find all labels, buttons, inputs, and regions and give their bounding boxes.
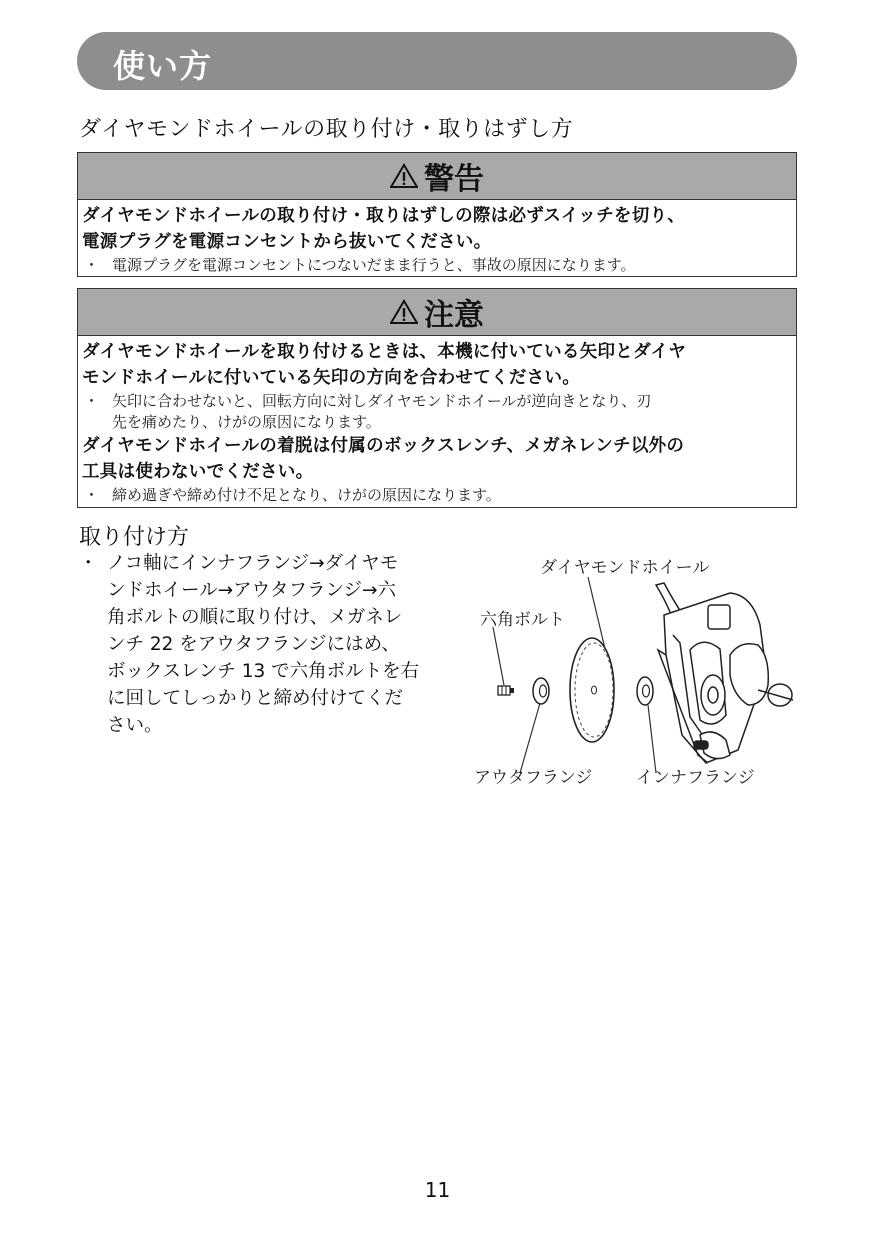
procedure-line-4: ンチ 22 をアウタフランジにはめ、 (107, 634, 400, 655)
caution-title: 注意 (424, 298, 484, 333)
inner-flange-icon (637, 677, 653, 705)
caution-main2-line-1: ダイヤモンドホイールの着脱は付属のボックスレンチ、メガネレンチ以外の (82, 436, 685, 456)
page-title: 使い方 (113, 47, 213, 85)
caution-bullet-2: ・ 締め過ぎや締め付け不足となり、けがの原因になります。 (84, 486, 501, 504)
warning-triangle-icon (390, 163, 418, 189)
caution-box (77, 288, 797, 508)
procedure-line-6: に回してしっかりと締め付けてくだ (107, 688, 404, 709)
procedure-line-7: さい。 (107, 715, 163, 736)
procedure-line-2: ンドホイール→アウタフランジ→六 (107, 580, 396, 601)
label-hex-bolt: 六角ボルト (480, 610, 565, 630)
caution-main1-line-1: ダイヤモンドホイールを取り付けるときは、本機に付いている矢印とダイヤ (82, 342, 687, 362)
page-title-banner (77, 32, 797, 90)
procedure-line-1: ノコ軸にインナフランジ→ダイヤモ (107, 553, 399, 574)
section-heading: ダイヤモンドホイールの取り付け・取りはずし方 (79, 117, 574, 142)
caution-triangle-icon (390, 299, 418, 325)
procedure-line-3: 角ボルトの順に取り付け、メガネレ (107, 607, 403, 628)
procedure-line-5: ボックスレンチ 13 で六角ボルトを右 (107, 661, 420, 682)
warning-main-line-2: 電源プラグを電源コンセントから抜いてください。 (82, 232, 492, 252)
caution-bullet-1: ・ 矢印に合わせないと、回転方向に対しダイヤモンドホイールが逆向きとなり、刃 先を痛めたり、けがの原因になります。 (84, 392, 652, 431)
warning-title: 警告 (424, 162, 484, 197)
label-diamond-wheel: ダイヤモンドホイール (540, 558, 710, 578)
diamond-wheel-icon (570, 638, 614, 742)
caution-bullet1-line-2: 先を痛めたり、けがの原因になります。 (112, 413, 381, 431)
label-inner-flange: インナフランジ (636, 768, 755, 788)
outer-flange-icon (533, 678, 549, 704)
circular-saw-icon (656, 583, 793, 763)
warning-bullet: ・ 電源プラグを電源コンセントにつないだまま行うと、事故の原因になります。 (84, 256, 636, 274)
procedure-heading: 取り付け方 (79, 525, 190, 550)
page-number: 11 (424, 1178, 451, 1202)
warning-box (77, 152, 797, 277)
caution-header (78, 289, 796, 336)
caution-bullet2-text: 締め過ぎや締め付け不足となり、けがの原因になります。 (112, 486, 501, 504)
caution-main2-line-2: 工具は使わないでください。 (82, 462, 314, 482)
caution-bullet1-line-1: 矢印に合わせないと、回転方向に対しダイヤモンドホイールが逆向きとなり、刃 (112, 392, 652, 410)
caution-main1-line-2: モンドホイールに付いている矢印の方向を合わせてください。 (82, 368, 581, 388)
procedure-text (79, 550, 464, 739)
assembly-figure (468, 545, 798, 795)
warning-bullet-text: 電源プラグを電源コンセントにつないだまま行うと、事故の原因になります。 (112, 256, 636, 274)
label-outer-flange: アウタフランジ (474, 768, 593, 788)
exploded-view-illustration (468, 545, 798, 795)
hex-bolt-icon (498, 686, 514, 695)
warning-header (78, 153, 796, 200)
warning-main-line-1: ダイヤモンドホイールの取り付け・取りはずしの際は必ずスイッチを切り、 (82, 206, 686, 226)
procedure-bullet: ・ (79, 553, 98, 574)
